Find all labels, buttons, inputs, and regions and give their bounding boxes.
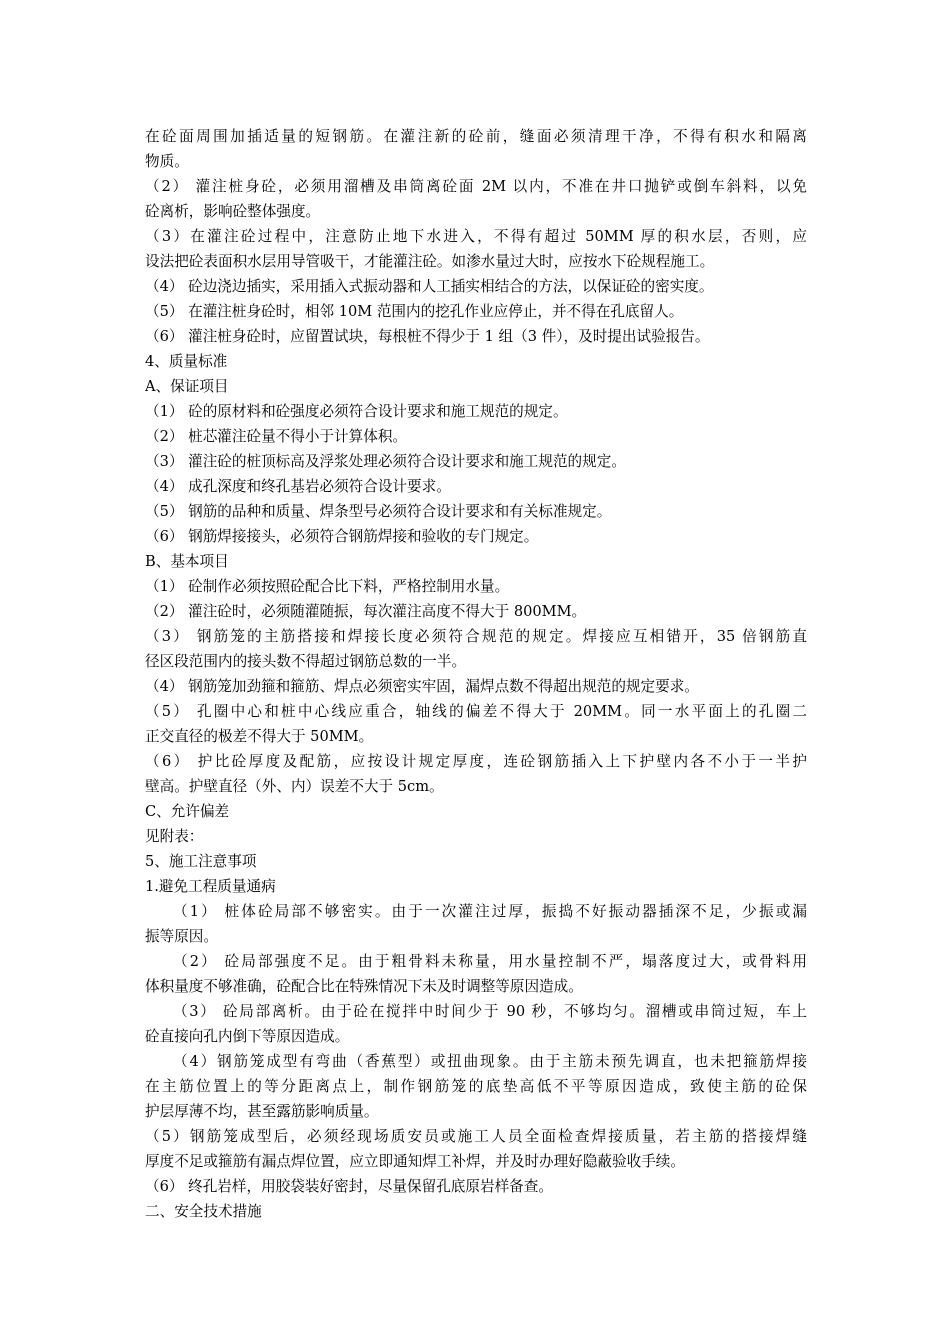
text-line: （6） 终孔岩样，用胶袋装好密封，尽量保留孔底原岩样备查。 [145,1178,553,1195]
text-line: （4） 砼边浇边插实，采用插入式振动器和人工插实相结合的方法，以保证砼的密实度。 [145,278,714,295]
text-line: （1） 砼的原材料和砼强度必须符合设计要求和施工规范的规定。 [145,403,568,420]
text-line: （3） 灌注砼的桩顶标高及浮浆处理必须符合设计要求和施工规范的规定。 [145,453,626,470]
text-line: （2） 灌注砼时，必须随灌随振，每次灌注高度不得大于 800MM。 [145,603,587,620]
text-line: 径区段范围内的接头数不得超过钢筋总数的一半。 [145,653,467,670]
text-line: 5、施工注意事项 [145,853,257,870]
text-line: （4） 钢筋笼加劲箍和箍筋、焊点必须密实牢固，漏焊点数不得超出规范的规定要求。 [145,678,699,695]
text-line: 正交直径的极差不得大于 50MM。 [145,728,374,745]
text-line: （4）钢筋笼成型有弯曲（香蕉型）或扭曲现象。由于主筋未预先调直，也未把箍筋焊接 [173,1053,807,1070]
text-line: （2） 灌注桩身砼，必须用溜槽及串筒离砼面 2M 以内，不准在井口抛铲或倒车斜料，以免 [145,178,807,195]
text-line: 见附表： [145,828,204,845]
text-line: （5） 孔圈中心和桩中心线应重合，轴线的偏差不得大于 20MM。同一水平面上的孔圈二 [145,703,807,720]
text-line: （6） 灌注桩身砼时，应留置试块，每根桩不得少于 1 组（3 件），及时提出试验报告。 [145,328,710,345]
text-line: （6） 护比砼厚度及配筋，应按设计规定厚度，连砼钢筋插入上下护壁内各不小于一半护 [145,753,807,770]
text-line: （5）钢筋笼成型后，必须经现场质安员或施工人员全面检查焊接质量，若主筋的搭接焊缝 [145,1128,807,1145]
text-line: 振等原因。 [145,928,218,945]
text-line: （1） 砼制作必须按照砼配合比下料，严格控制用水量。 [145,578,510,595]
text-line: 设法把砼表面积水层用导管吸干，才能灌注砼。如渗水量过大时，应按水下砼规程施工。 [145,253,715,270]
text-line: 护层厚薄不均，甚至露筋影响质量。 [145,1103,379,1120]
text-line: A、保证项目 [145,378,229,395]
text-line: （5） 钢筋的品种和质量、焊条型号必须符合设计要求和有关标准规定。 [145,503,612,520]
text-line: C、允许偏差 [145,803,230,820]
document-page [145,124,807,1224]
text-line: 壁高。护壁直径（外、内）误差不大于 5cm。 [145,778,444,795]
text-line: 1.避免工程质量通病 [145,878,276,895]
text-line: B、基本项目 [145,553,229,570]
text-line: （3）在灌注砼过程中，注意防止地下水进入，不得有超过 50MM 厚的积水层，否则，应 [145,228,807,245]
text-line: 二、安全技术措施 [145,1203,262,1220]
text-line: 物质。 [145,153,189,170]
text-line: 在砼面周围加插适量的短钢筋。在灌注新的砼前，缝面必须清理干净，不得有积水和隔离 [145,128,807,145]
text-line: （2） 桩芯灌注砼量不得小于计算体积。 [145,428,408,445]
text-line: 4、质量标准 [145,353,228,370]
text-line: （3） 钢筋笼的主筋搭接和焊接长度必须符合规范的规定。焊接应互相错开，35 倍钢筋直 [145,628,807,645]
text-line: 在主筋位置上的等分距离点上，制作钢筋笼的底垫高低不平等原因造成，致使主筋的砼保 [145,1078,807,1095]
text-line: 砼直接向孔内倒下等原因造成。 [145,1028,350,1045]
text-line: （5） 在灌注桩身砼时，相邻 10M 范围内的挖孔作业应停止，并不得在孔底留人。 [145,303,684,320]
text-line: 厚度不足或箍筋有漏点焊位置，应立即通知焊工补焊，并及时办理好隐蔽验收手续。 [145,1153,685,1170]
text-line: 砼离析，影响砼整体强度。 [145,203,321,220]
text-line: 体积量度不够准确，砼配合比在特殊情况下未及时调整等原因造成。 [145,978,583,995]
text-line: （3） 砼局部离析。由于砼在搅拌中时间少于 90 秒，不够均匀。溜槽或串筒过短，车上 [173,1003,807,1020]
text-line: （1） 桩体砼局部不够密实。由于一次灌注过厚，振捣不好振动器插深不足，少振或漏 [173,903,807,920]
text-line: （6） 钢筋焊接接头，必须符合钢筋焊接和验收的专门规定。 [145,528,539,545]
text-line: （4） 成孔深度和终孔基岩必须符合设计要求。 [145,478,451,495]
text-line: （2） 砼局部强度不足。由于粗骨料未称量，用水量控制不严，塌落度过大，或骨料用 [173,953,807,970]
